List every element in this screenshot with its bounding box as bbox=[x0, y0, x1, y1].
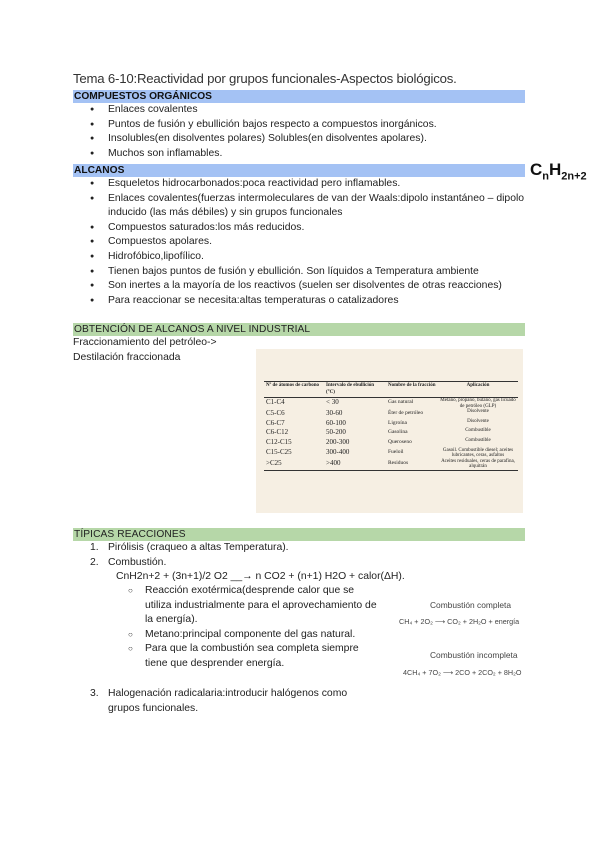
section-heading-organicos: COMPUESTOS ORGÁNICOS bbox=[73, 90, 525, 103]
combustion-completa-title: Combustión completa bbox=[430, 600, 511, 610]
list-item: ● Compuestos saturados:los más reducidos. bbox=[90, 221, 530, 236]
table-cell: Residuos bbox=[386, 459, 438, 471]
table-row bbox=[264, 459, 518, 471]
combustion-equation: CnH2n+2 + (3n+1)/2 O2 __→ n CO2 + (n+1) H2O + calor(ΔH). bbox=[116, 571, 405, 582]
table-cell: Metano, propano, butano, gas licuado de petróleo (GLP) bbox=[440, 398, 516, 409]
list-item: ● Para reaccionar se necesita:altas temperaturas o catalizadores bbox=[90, 294, 530, 309]
table-cell: C6-C12 bbox=[266, 428, 289, 437]
list-item: ● Muchos son inflamables. bbox=[90, 147, 530, 162]
combustion-incompleta-title: Combustión incompleta bbox=[430, 650, 518, 660]
organicos-list bbox=[90, 103, 530, 161]
formula-sub-n: n bbox=[542, 170, 550, 183]
table-cell: 60-100 bbox=[326, 418, 346, 427]
destilacion-text: Destilación fraccionada bbox=[73, 352, 181, 363]
halogenacion-text: Halogenación radicalaria:introducir halógenos como grupos funcionales. bbox=[108, 688, 348, 714]
table-cell: Disolvente bbox=[467, 418, 489, 424]
table-cell: C6-C7 bbox=[266, 418, 285, 427]
table-cell: 200-300 bbox=[326, 437, 350, 446]
table-cell: Ligroína bbox=[388, 419, 407, 426]
table-cell: Disolvente bbox=[467, 409, 489, 415]
combustion-completa-equation: CH₄ + 2O₂ ⟶ CO₂ + 2H₂O + energía bbox=[399, 617, 520, 626]
section-heading-obtencion: OBTENCIÓN DE ALCANOS A NIVEL INDUSTRIAL bbox=[73, 323, 525, 336]
table-row bbox=[264, 438, 518, 448]
table-cell: Combustible bbox=[465, 428, 491, 434]
combustion-text: Combustión. bbox=[108, 556, 167, 568]
table-row bbox=[264, 428, 518, 438]
table-cell: 30-60 bbox=[326, 409, 343, 418]
table-header: Nombre de la fracción bbox=[386, 382, 438, 398]
table-cell: Éter de petróleo bbox=[388, 410, 424, 417]
table-row bbox=[264, 419, 518, 429]
fraction-table-image bbox=[256, 349, 523, 513]
list-item: ● Compuestos apolares. bbox=[90, 235, 530, 250]
table-cell: Fueloil bbox=[388, 448, 404, 455]
list-item: ○ Para que la combustión sea completa siempre tiene que desprender energía. bbox=[128, 642, 378, 671]
list-item bbox=[90, 556, 289, 571]
fraction-table bbox=[264, 381, 518, 471]
table-cell: Gas natural bbox=[388, 399, 414, 405]
table-cell: >400 bbox=[324, 459, 386, 471]
list-item: ○ Metano:principal componente del gas natural. bbox=[128, 628, 378, 643]
page-title: Tema 6-10:Reactividad por grupos funcionales-Aspectos biológicos. bbox=[73, 71, 457, 86]
table-cell: Gasolina bbox=[388, 429, 408, 436]
formula-sub-2n2: 2n+2 bbox=[561, 170, 587, 183]
list-item: ● Insolubles(en disolventes polares) Solubles(en disolventes apolares). bbox=[90, 132, 530, 147]
table-header: Aplicación bbox=[438, 382, 518, 398]
fraccionamiento-text: Fraccionamiento del petróleo-> bbox=[73, 337, 217, 348]
table-header: Intervalo de ebullición (°C) bbox=[324, 382, 386, 398]
combustion-incompleta-equation: 4CH₄ + 7O₂ ⟶ 2CO + 2CO₂ + 8H₂O bbox=[403, 668, 522, 677]
formula-c: C bbox=[530, 160, 543, 179]
table-row bbox=[264, 448, 518, 459]
table-header: Nº de átomos de carbono bbox=[264, 382, 324, 398]
table-cell: < 30 bbox=[326, 398, 339, 406]
table-cell: C12-C15 bbox=[266, 437, 292, 446]
section-heading-reacciones: TÍPICAS REACCIONES bbox=[73, 528, 525, 541]
section-heading-alcanos: ALCANOS bbox=[73, 164, 525, 177]
alkane-formula bbox=[530, 160, 587, 182]
table-row bbox=[264, 398, 518, 410]
list-item bbox=[90, 541, 289, 556]
table-cell: Queroseno bbox=[388, 438, 412, 445]
list-item: ● Enlaces covalentes bbox=[90, 103, 530, 118]
item-number: 1. bbox=[90, 542, 99, 553]
list-item: ● Enlaces covalentes(fuerzas intermoleculares de van der Waals:dipolo instantáneo – dipolo inducido (las más débiles) y sin grupos funcionales bbox=[90, 192, 530, 221]
list-item: ● Hidrofóbico,lipofílico. bbox=[90, 250, 530, 265]
table-cell: 50-200 bbox=[326, 428, 346, 437]
table-row bbox=[264, 409, 518, 419]
alcanos-list bbox=[90, 177, 530, 308]
reacciones-list bbox=[90, 541, 289, 570]
table-cell: Aceites residuales, ceras de parafina, alquitrán bbox=[438, 459, 518, 471]
table-cell: Gasoil. Combustible diesel; aceites lubricantes, ceras, asfaltos bbox=[442, 447, 514, 459]
pirolisis-text: Pirólisis (craqueo a altas Temperatura). bbox=[108, 542, 289, 553]
table-cell: C1-C4 bbox=[266, 398, 285, 406]
item-number: 2. bbox=[90, 556, 99, 568]
formula-h: H bbox=[549, 160, 562, 179]
table-header-row bbox=[264, 382, 518, 398]
list-item: ○ Reacción exotérmica(desprende calor que se utiliza industrialmente para el aprovechamiento de la energía). bbox=[128, 584, 378, 628]
table-cell: C15-C25 bbox=[266, 447, 292, 456]
list-item: ● Tienen bajos puntos de fusión y ebullición. Son líquidos a Temperatura ambiente bbox=[90, 265, 530, 280]
list-item: ● Esqueletos hidrocarbonados:poca reactividad pero inflamables. bbox=[90, 177, 530, 192]
list-item: ● Puntos de fusión y ebullición bajos respecto a compuestos inorgánicos. bbox=[90, 118, 530, 133]
table-cell: >C25 bbox=[264, 459, 324, 471]
halogenacion-item bbox=[90, 687, 380, 716]
list-item: ● Son inertes a la mayoría de los reactivos (suelen ser disolventes de otras reacciones) bbox=[90, 279, 530, 294]
table-cell: Combustible bbox=[465, 437, 491, 443]
table-cell: C5-C6 bbox=[266, 409, 285, 418]
combustion-sublist bbox=[128, 584, 378, 672]
table-cell: 300-400 bbox=[326, 447, 350, 456]
item-number: 3. bbox=[90, 688, 99, 699]
